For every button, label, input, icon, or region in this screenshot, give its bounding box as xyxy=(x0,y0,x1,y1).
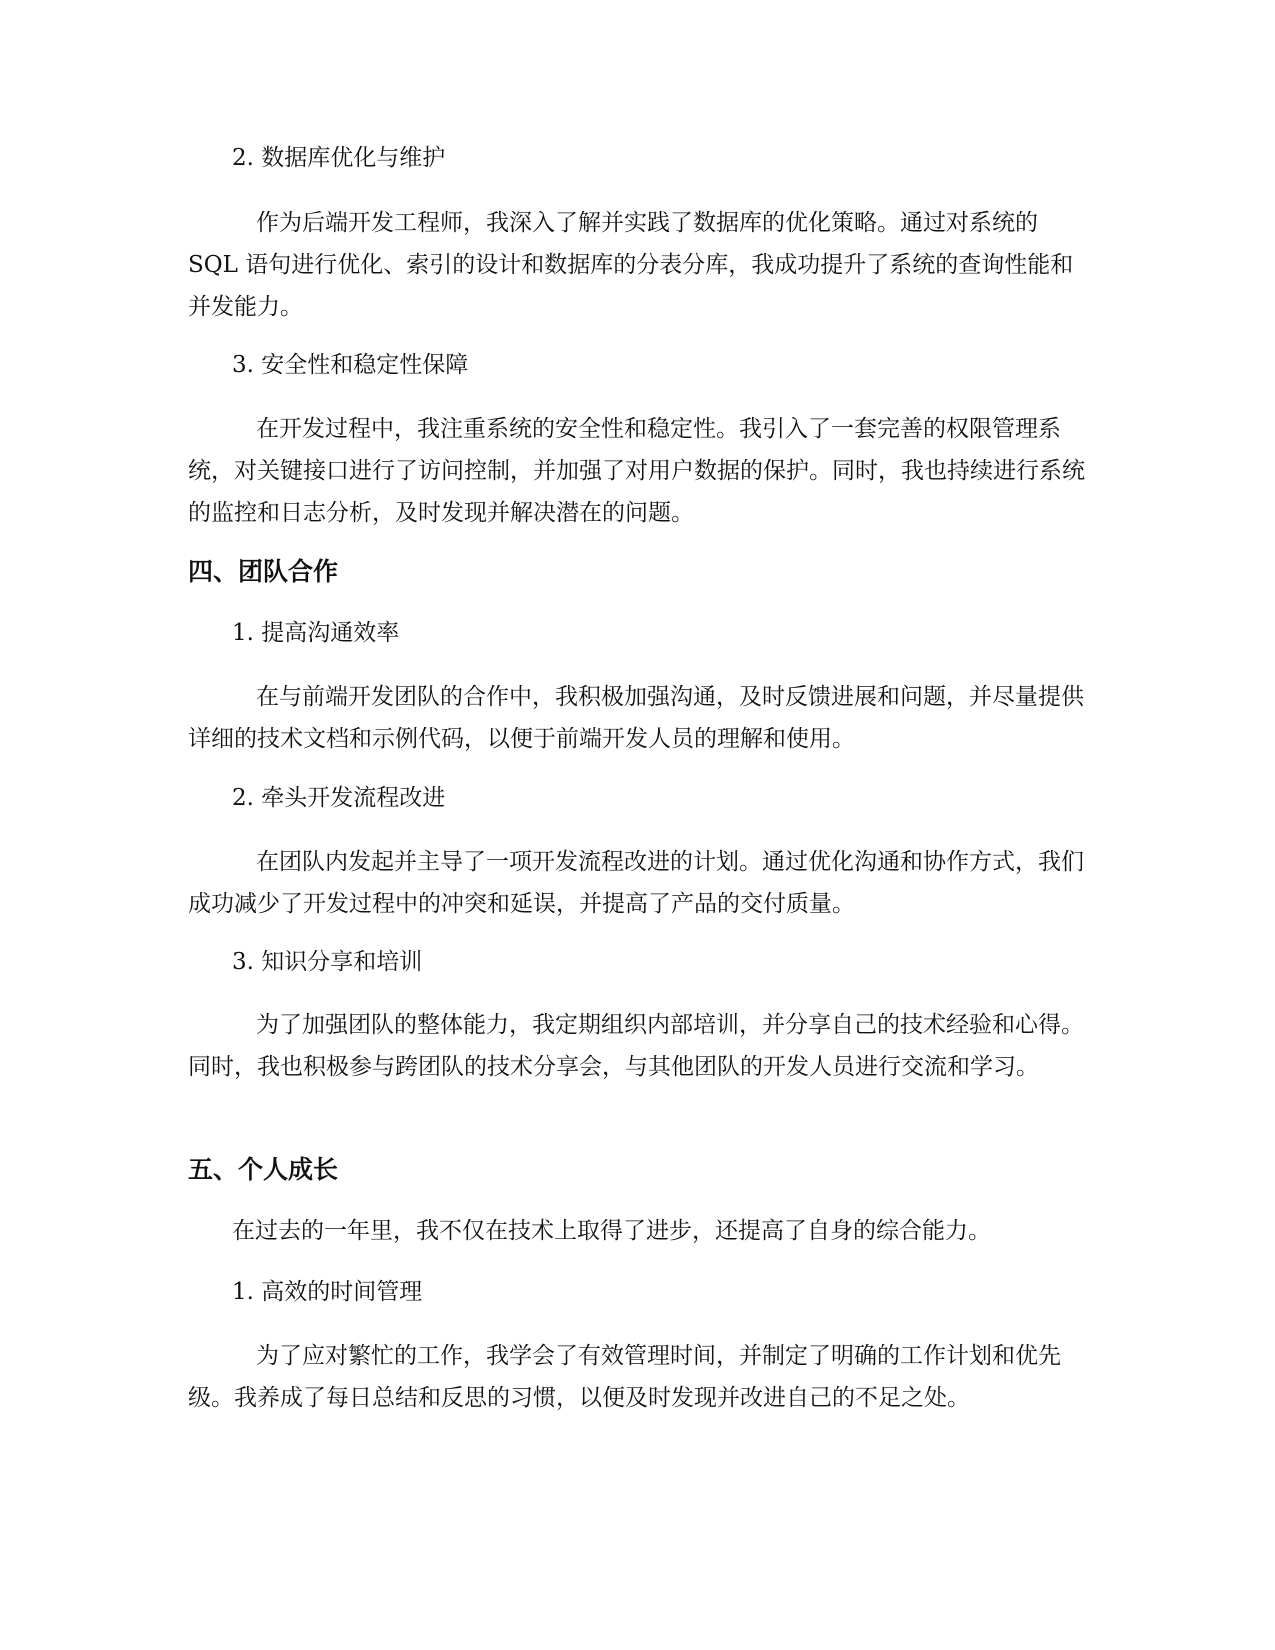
paragraph-time-management: 为了应对繁忙的工作，我学会了有效管理时间，并制定了明确的工作计划和优先级。我养成了每日总结和反思的习惯，以便及时发现并改进自己的不足之处。 xyxy=(188,1343,1061,1411)
paragraph-knowledge-sharing: 为了加强团队的整体能力，我定期组织内部培训，并分享自己的技术经验和心得。同时，我也积极参与跨团队的技术分享会，与其他团队的开发人员进行交流和学习。 xyxy=(188,1012,1084,1080)
paragraph-growth-intro: 在过去的一年里，我不仅在技术上取得了进步，还提高了自身的综合能力。 xyxy=(232,1218,991,1244)
paragraph-communication: 在与前端开发团队的合作中，我积极加强沟通，及时反馈进展和问题，并尽量提供详细的技术文档和示例代码，以便于前端开发人员的理解和使用。 xyxy=(188,684,1084,752)
section-heading-personal-growth: 五、个人成长 xyxy=(188,1155,339,1184)
list-item-process-improvement: 2. 牵头开发流程改进 xyxy=(232,785,446,811)
list-item-time-management: 1. 高效的时间管理 xyxy=(232,1279,423,1305)
list-item-db-optimization: 2. 数据库优化与维护 xyxy=(232,145,446,171)
paragraph-process-improvement: 在团队内发起并主导了一项开发流程改进的计划。通过优化沟通和协作方式，我们成功减少了开发过程中的冲突和延误，并提高了产品的交付质量。 xyxy=(188,849,1084,917)
section-heading-teamwork: 四、团队合作 xyxy=(188,557,339,586)
list-item-security-stability: 3. 安全性和稳定性保障 xyxy=(232,352,469,378)
paragraph-security-stability: 在开发过程中，我注重系统的安全性和稳定性。我引入了一套完善的权限管理系统，对关键接口进行了访问控制，并加强了对用户数据的保护。同时，我也持续进行系统的监控和日志分析，及时发现并解决潜在的问题。 xyxy=(188,416,1085,526)
list-item-communication: 1. 提高沟通效率 xyxy=(232,620,400,646)
list-item-knowledge-sharing: 3. 知识分享和培训 xyxy=(232,949,423,975)
paragraph-db-optimization: 作为后端开发工程师，我深入了解并实践了数据库的优化策略。通过对系统的 SQL 语句进行优化、索引的设计和数据库的分表分库，我成功提升了系统的查询性能和并发能力。 xyxy=(188,210,1074,320)
